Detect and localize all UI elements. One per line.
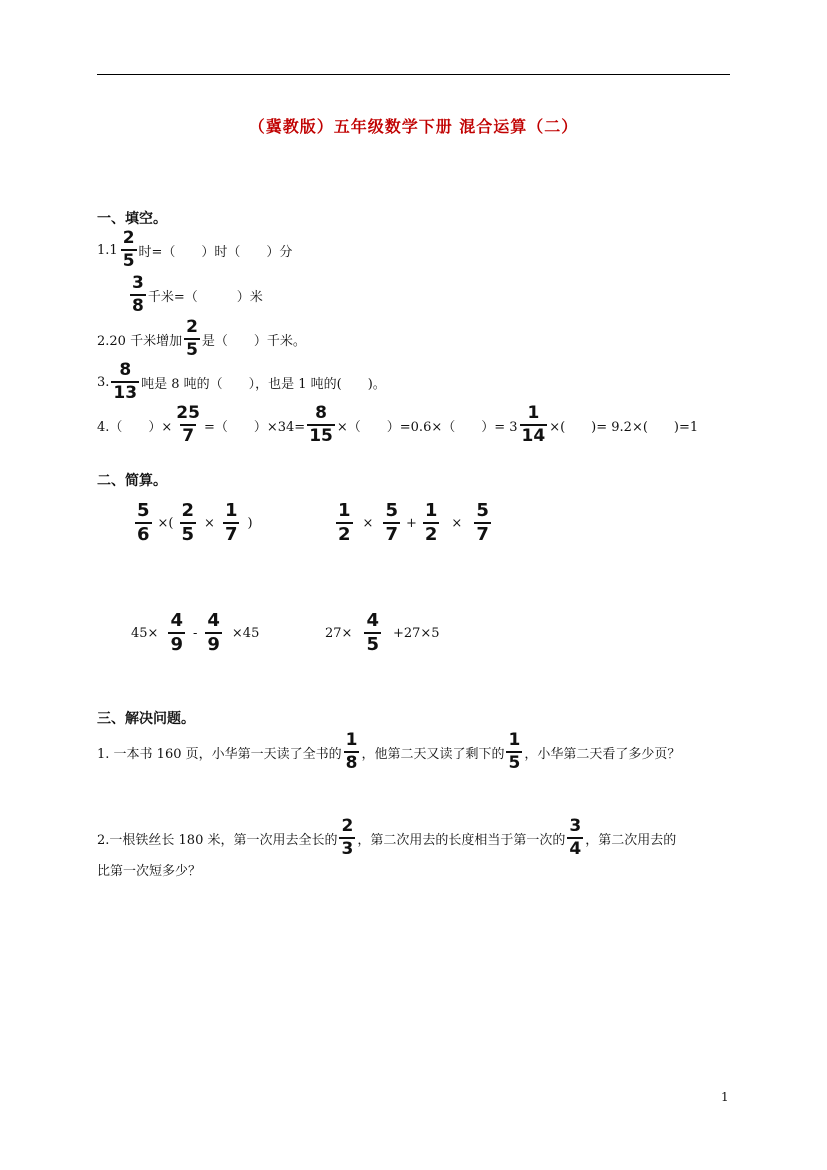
e2-f3-den: 2 — [424, 524, 438, 545]
q4-line — [97, 405, 698, 445]
q1b-line — [128, 275, 263, 315]
q1b-fraction — [130, 275, 146, 315]
e3-f2-den: 9 — [207, 634, 220, 655]
q4-fraction2 — [307, 405, 335, 445]
e1-frac2 — [180, 502, 197, 544]
e1-f1-den: 6 — [137, 524, 150, 545]
e4-part2: +27×5 — [392, 625, 440, 641]
q4-f3-num: 1 — [527, 403, 540, 423]
e2-f2-den: 7 — [385, 524, 398, 545]
e2-frac3 — [423, 502, 440, 544]
q4-f1-num: 25 — [176, 403, 200, 423]
e3-f1-den: 9 — [170, 634, 183, 655]
e3-f2-num: 4 — [207, 610, 220, 631]
q3-den: 13 — [113, 383, 138, 403]
e4-part1: 27× — [325, 625, 353, 641]
q1a-text: 时=（ ）时（ ）分 — [138, 244, 293, 260]
q1a-whole: 1 — [109, 242, 118, 258]
section2-heading: 二、简算。 — [97, 473, 167, 489]
s3-q1-frac2 — [506, 732, 522, 772]
q1b-text: 千米=（ ）米 — [147, 289, 263, 305]
e1-f3-den: 7 — [224, 524, 238, 545]
e2-frac2 — [383, 502, 400, 544]
q1a-line — [97, 230, 292, 270]
s3-q1-f1-num: 1 — [345, 730, 358, 750]
expr3 — [131, 612, 259, 654]
s3-q2-line — [97, 818, 676, 858]
e2-op1: × — [362, 515, 374, 531]
s3-q2-continuation: 比第一次短多少？ — [97, 864, 202, 879]
e1-f3-num: 1 — [224, 500, 238, 521]
header-rule — [97, 74, 730, 75]
s3-q1-f2-den: 5 — [508, 753, 521, 773]
e1-frac3 — [223, 502, 240, 544]
q4-f3-den: 14 — [521, 426, 546, 446]
e4-f-den: 5 — [366, 634, 379, 655]
e1-frac1 — [135, 502, 152, 544]
e1-op1: ×( — [157, 515, 174, 531]
e3-op: - — [192, 625, 198, 641]
s3-q1-part3: ，小华第二天看了多少页？ — [524, 746, 681, 762]
e3-frac2 — [205, 612, 222, 654]
e1-op3: ) — [247, 515, 253, 531]
q4-part3: ×（ ）=0.6×（ ）= 3 — [336, 419, 518, 435]
q4-part2: =（ ）×34= — [203, 419, 306, 435]
q4-part4: ×( )= 9.2×( )=1 — [549, 419, 699, 435]
q1a-num: 2 — [122, 228, 135, 248]
q1a-den: 5 — [122, 251, 135, 271]
e3-part2: ×45 — [231, 625, 260, 641]
q2-text: 是（ ）千米。 — [201, 333, 306, 349]
s3-q1-f1-den: 8 — [345, 753, 358, 773]
s3-q1-part1: 1. 一本书 160 页，小华第一天读了全书的 — [97, 746, 342, 762]
q3-prefix: 3. — [97, 374, 110, 390]
section3-heading: 三、解决问题。 — [97, 711, 195, 727]
s3-q1-line — [97, 732, 680, 772]
e2-op2: + — [405, 515, 417, 531]
e2-frac4 — [474, 502, 491, 544]
e2-f4-den: 7 — [476, 524, 489, 545]
s3-q1-frac1 — [344, 732, 360, 772]
e1-f2-num: 2 — [181, 500, 195, 521]
expr4 — [325, 612, 440, 654]
s3-q2-line2 — [97, 860, 201, 879]
s3-q2-f1-num: 2 — [341, 816, 354, 836]
q3-line — [97, 362, 386, 402]
q4-fraction3 — [520, 405, 548, 445]
e2-f1-den: 2 — [338, 524, 351, 545]
q1b-den: 8 — [132, 296, 144, 316]
q3-num: 8 — [119, 360, 132, 380]
page-number: 1 — [721, 1090, 729, 1104]
e1-f1-num: 5 — [137, 500, 150, 521]
expr1 — [133, 502, 253, 544]
q2-den: 5 — [186, 340, 198, 360]
e3-f1-num: 4 — [170, 610, 183, 631]
q2-fraction — [184, 319, 200, 359]
q2-num: 2 — [186, 317, 198, 337]
q4-f2-num: 8 — [315, 403, 327, 423]
e3-part1: 45× — [131, 625, 159, 641]
e1-f2-den: 5 — [181, 524, 195, 545]
e2-frac1 — [336, 502, 353, 544]
e2-f4-num: 5 — [476, 500, 489, 521]
page-title: （冀教版）五年级数学下册 混合运算（二） — [248, 117, 579, 136]
s3-q2-part1: 2.一根铁丝长 180 米，第一次用去全长的 — [97, 832, 338, 848]
s3-q2-frac2 — [567, 818, 583, 858]
q1b-num: 3 — [132, 273, 144, 293]
s3-q2-part2: ，第二次用去的长度相当于第一次的 — [357, 832, 566, 848]
e1-op2: × — [204, 515, 215, 531]
e2-f2-num: 5 — [385, 500, 398, 521]
expr2 — [334, 502, 493, 544]
q1a-prefix: 1. — [97, 242, 110, 258]
q4-part1: 4.（ ）× — [97, 419, 173, 435]
s3-q2-f2-num: 3 — [569, 816, 582, 836]
section1-heading: 一、填空。 — [97, 211, 167, 227]
q3-fraction — [111, 362, 139, 402]
e3-frac1 — [168, 612, 185, 654]
q4-f2-den: 15 — [309, 426, 333, 446]
s3-q1-part2: ，他第二天又读了剩下的 — [361, 746, 505, 762]
s3-q2-f1-den: 3 — [341, 839, 354, 859]
q2-prefix: 2.20 千米增加 — [97, 333, 183, 349]
q1a-fraction — [121, 230, 137, 270]
e2-f1-num: 1 — [338, 500, 351, 521]
e2-op3: × — [451, 515, 463, 531]
s3-q2-f2-den: 4 — [569, 839, 582, 859]
e4-frac — [364, 612, 381, 654]
s3-q2-frac1 — [339, 818, 355, 858]
e2-f3-num: 1 — [424, 500, 438, 521]
q4-f1-den: 7 — [182, 426, 195, 446]
s3-q2-part3: ，第二次用去的 — [585, 832, 677, 848]
e4-f-num: 4 — [366, 610, 379, 631]
s3-q1-f2-num: 1 — [508, 730, 521, 750]
q2-line — [97, 319, 306, 359]
q3-text: 吨是 8 吨的（ ），也是 1 吨的( )。 — [141, 376, 386, 392]
q4-fraction1 — [174, 405, 202, 445]
